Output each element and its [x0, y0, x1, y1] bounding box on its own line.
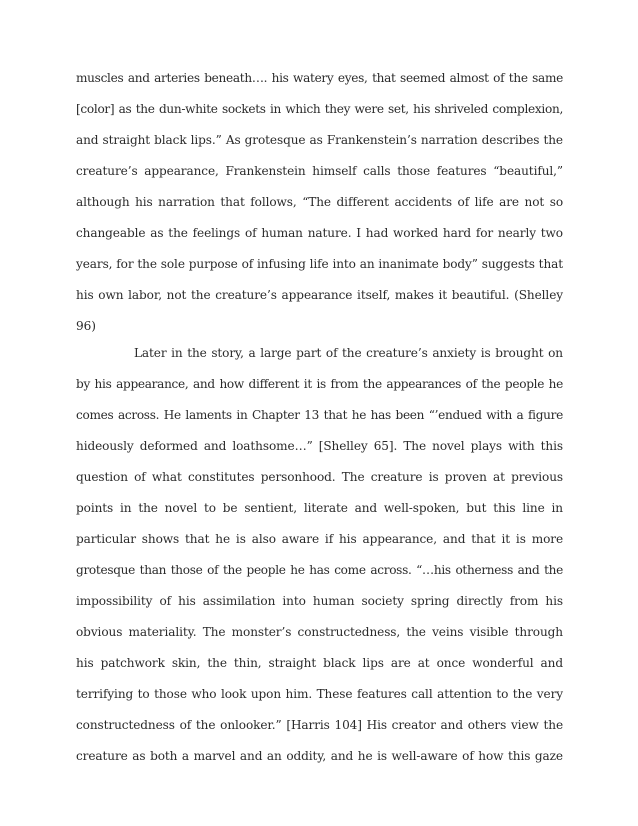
paragraph-1 — [76, 68, 563, 333]
paragraph-2-line: points in the novel to be sentient, literate and well-spoken, but this line in — [76, 501, 563, 515]
paragraph-1-line: creature’s appearance, Frankenstein himself calls those features “beautiful,” — [76, 164, 563, 178]
paragraph-2-line: terrifying to those who look upon him. These features call attention to the very — [76, 687, 563, 701]
paragraph-2-line: his patchwork skin, the thin, straight black lips are at once wonderful and — [76, 656, 563, 670]
paragraph-1-line: his own labor, not the creature’s appearance itself, makes it beautiful. (Shelley — [76, 288, 563, 302]
paragraph-1-line: although his narration that follows, “The different accidents of life are not so — [76, 195, 563, 209]
paragraph-1-line: muscles and arteries beneath…. his watery eyes, that seemed almost of the same — [76, 71, 563, 85]
paragraph-1-line: years, for the sole purpose of infusing life into an inanimate body” suggests that — [76, 257, 563, 271]
paragraph-2-line: question of what constitutes personhood. The creature is proven at previous — [76, 470, 563, 484]
paragraph-2-line: impossibility of his assimilation into human society spring directly from his — [76, 594, 563, 608]
paragraph-1-line: 96) — [76, 319, 96, 333]
paragraph-2-line: hideously deformed and loathsome…” [Shelley 65]. The novel plays with this — [76, 439, 563, 453]
paragraph-1-line: changeable as the feelings of human nature. I had worked hard for nearly two — [76, 226, 563, 240]
paragraph-1-line: and straight black lips.” As grotesque as Frankenstein’s narration describes the — [76, 133, 563, 147]
paragraph-2 — [76, 343, 563, 763]
paragraph-2-line: grotesque than those of the people he has come across. “…his otherness and the — [76, 563, 563, 577]
paragraph-2-line: comes across. He laments in Chapter 13 that he has been “’endued with a figure — [76, 408, 563, 422]
paragraph-2-line: by his appearance, and how different it is from the appearances of the people he — [76, 377, 563, 391]
paragraph-2-line: constructedness of the onlooker.” [Harris 104] His creator and others view the — [76, 718, 563, 732]
paragraph-2-line: obvious materiality. The monster’s constructedness, the veins visible through — [76, 625, 563, 639]
paragraph-2-line: Later in the story, a large part of the creature’s anxiety is brought on — [134, 346, 563, 360]
paragraph-1-line: [color] as the dun-white sockets in which they were set, his shriveled complexion, — [76, 102, 563, 116]
paragraph-2-line: creature as both a marvel and an oddity, and he is well-aware of how this gaze — [76, 749, 563, 763]
paragraph-2-line: particular shows that he is also aware if his appearance, and that it is more — [76, 532, 563, 546]
